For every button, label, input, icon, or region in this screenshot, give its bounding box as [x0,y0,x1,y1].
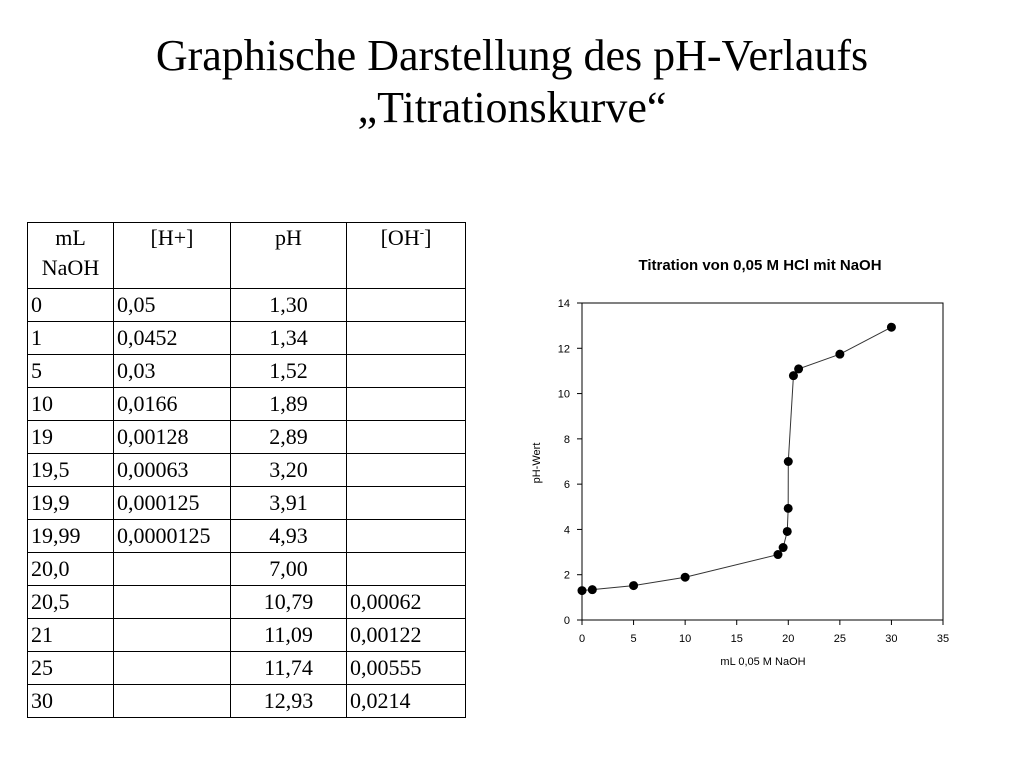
data-point [681,573,690,582]
x-ticks [579,620,949,645]
header-ph: pH [231,223,347,289]
cell-h [114,586,231,619]
cell-ml: 19,99 [28,520,114,553]
cell-ml: 19,5 [28,454,114,487]
y-tick-label: 14 [557,298,570,310]
y-tick-label: 6 [563,479,570,492]
cell-ph: 3,91 [231,487,347,520]
data-point [629,581,638,590]
cell-ml: 10 [28,388,114,421]
cell-ph: 11,74 [231,652,347,685]
chart-axes [582,303,943,620]
x-tick-label: 10 [679,633,692,645]
cell-oh [347,289,466,322]
data-point [887,323,896,332]
data-point [794,364,803,373]
cell-h: 0,0000125 [114,520,231,553]
cell-ml: 5 [28,355,114,388]
x-tick-label: 0 [578,633,586,645]
cell-oh [347,454,466,487]
x-tick-label: 35 [936,633,950,645]
cell-ml: 25 [28,652,114,685]
header-oh-base: [OH [380,225,420,250]
header-ml-naoh [28,223,114,289]
table-row [28,487,466,520]
table-row [28,322,466,355]
cell-h [114,685,231,718]
data-point [578,586,587,595]
header-ml-line1: mL [55,225,86,250]
data-point [783,527,792,536]
plot-frame [582,303,943,620]
cell-oh [347,322,466,355]
cell-ml: 19,9 [28,487,114,520]
cell-oh: 0,00555 [347,652,466,685]
x-tick-label: 30 [885,633,898,645]
table-row [28,355,466,388]
y-tick-label: 0 [563,615,570,627]
y-axis-label: pH-Wert [531,442,543,484]
cell-h [114,652,231,685]
cell-h [114,619,231,652]
data-point [835,350,844,359]
cell-h: 0,00063 [114,454,231,487]
cell-ml: 0 [28,289,114,322]
cell-ph: 1,89 [231,388,347,421]
cell-ml: 19 [28,421,114,454]
table-row [28,421,466,454]
cell-ml: 20,5 [28,586,114,619]
y-tick-label: 2 [563,569,570,582]
cell-ph: 4,93 [231,520,347,553]
data-point [779,543,788,552]
table-body [28,289,466,718]
table-row [28,454,466,487]
cell-h: 0,05 [114,289,231,322]
x-tick-label: 15 [730,633,743,645]
chart-title: Titration von 0,05 M HCl mit NaOH [638,257,882,274]
y-tick-label: 8 [563,433,570,446]
cell-ml: 1 [28,322,114,355]
header-h: [H+] [114,223,231,289]
cell-ph: 7,00 [231,553,347,586]
header-oh-sup: - [419,224,425,240]
table-row [28,652,466,685]
cell-ph: 1,52 [231,355,347,388]
slide-title-line-1: Graphische Darstellung des pH-Verlaufs [155,31,869,80]
x-tick-label: 25 [833,633,846,645]
cell-ph: 10,79 [231,586,347,619]
data-point [588,585,597,594]
cell-h [114,553,231,586]
data-point [784,504,793,513]
cell-oh [347,553,466,586]
chart-series [578,323,896,595]
header-oh [347,223,466,289]
table-row [28,520,466,553]
header-ml-line2: NaOH [41,255,100,280]
cell-oh [347,520,466,553]
cell-ph: 1,34 [231,322,347,355]
cell-ml: 30 [28,685,114,718]
data-point [784,457,793,466]
y-tick-label: 12 [557,343,570,356]
x-axis-label: mL 0,05 M NaOH [720,656,806,668]
cell-oh [347,487,466,520]
cell-h: 0,000125 [114,487,231,520]
cell-oh: 0,00062 [347,586,466,619]
cell-h: 0,00128 [114,421,231,454]
cell-h: 0,03 [114,355,231,388]
x-tick-label: 20 [782,633,795,645]
y-tick-label: 10 [557,388,570,401]
table-row [28,289,466,322]
table-row [28,388,466,421]
table-row [28,619,466,652]
x-tick-label: 5 [630,633,637,645]
header-oh-close: ] [424,225,432,250]
slide-title-line-2: „Titrationskurve“ [357,83,667,132]
cell-oh [347,355,466,388]
cell-ph: 12,93 [231,685,347,718]
table-row [28,685,466,718]
cell-ml: 21 [28,619,114,652]
series-line [582,327,891,590]
table-row [28,553,466,586]
cell-h: 0,0452 [114,322,231,355]
cell-h: 0,0166 [114,388,231,421]
cell-oh [347,421,466,454]
cell-oh [347,388,466,421]
y-ticks [558,298,582,627]
cell-oh: 0,0214 [347,685,466,718]
table-header-row [28,223,466,289]
y-tick-label: 4 [563,524,570,537]
cell-ph: 2,89 [231,421,347,454]
cell-ph: 11,09 [231,619,347,652]
cell-ph: 3,20 [231,454,347,487]
titration-chart [510,245,970,685]
cell-ph: 1,30 [231,289,347,322]
cell-ml: 20,0 [28,553,114,586]
slide-title [0,30,1024,134]
titration-table [27,222,466,718]
table-row [28,586,466,619]
cell-oh: 0,00122 [347,619,466,652]
